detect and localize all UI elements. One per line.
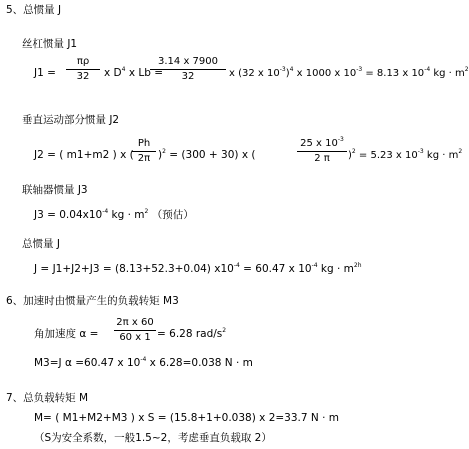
j2-fraction-1-denominator: 2π [137, 153, 151, 164]
fraction-bar [114, 330, 156, 331]
j2-title: 垂直运动部分惯量 J2 [22, 114, 120, 126]
j1-fraction-2-numerator: 3.14 x 7900 [158, 56, 218, 67]
j2-rest-sup-3: 2 [458, 148, 463, 155]
j1-mid2-text: x Lb = [128, 67, 164, 79]
accel-fraction-numerator: 2π x 60 [116, 317, 154, 328]
section-6-heading: 6、加速时由惯量产生的负载转矩 M3 [6, 295, 179, 307]
section-7-heading: 7、总负载转矩 M [6, 392, 89, 404]
j1-rest-2: ) [285, 68, 290, 79]
j2-f2-num-text: 25 x 10 [300, 138, 338, 149]
accel-rest: = 6.28 rad/s [157, 328, 223, 340]
total-sup-3: 2h [353, 262, 362, 269]
j1-rest-3: x 1000 x 10 [293, 68, 357, 79]
accel-sup: 2 [222, 327, 227, 334]
j1-rest-1: x (32 x 10 [229, 68, 280, 79]
j2-mid-sup: 2 [162, 148, 166, 155]
j3-formula-1: J3 = 0.04x10 [34, 209, 103, 221]
j2-fraction-2 [297, 138, 347, 165]
j2-lhs: J2 = ( m1+m2 ) x ( [34, 149, 134, 161]
fraction-bar [150, 69, 226, 70]
j3-formula [34, 209, 194, 222]
j1-fraction-1-numerator: πρ [76, 56, 90, 67]
m3-sup: -4 [140, 356, 147, 363]
j3-title: 联轴器惯量 J3 [22, 184, 88, 196]
total-sup-2: -4 [311, 262, 318, 269]
j1-rest-sup-4: -4 [424, 66, 431, 73]
j3-sup-2: 2 [144, 208, 149, 215]
j2-middle [158, 149, 255, 162]
j1-title: 丝杠惯量 J1 [22, 38, 78, 50]
j2-mid2-text: = (300 + 30) x ( [165, 149, 256, 161]
j2-rest-2: = 5.23 x 10 [355, 150, 418, 161]
j2-rest-sup-2: -3 [417, 148, 424, 155]
section-5-heading: 5、总惯量 J [6, 4, 62, 16]
j2-f2-num-sup: -3 [337, 136, 344, 143]
j1-rest-4: = 8.13 x 10 [362, 68, 425, 79]
j3-formula-2: kg · m [108, 209, 145, 221]
total-formula-2: = 60.47 x 10 [239, 263, 312, 275]
j2-rest-3: kg · m [423, 150, 459, 161]
j1-fraction-2 [150, 56, 226, 83]
j1-mid-text: x D [104, 67, 122, 79]
j1-rest-sup-5: 2 [464, 66, 469, 73]
total-j-formula [34, 263, 362, 276]
total-sup-1: -4 [233, 262, 240, 269]
j2-rest-1: ) [348, 150, 352, 161]
j2-mid-text: ) [158, 149, 163, 161]
accel-fraction [114, 317, 156, 344]
j1-rest-sup-3: -3 [356, 66, 363, 73]
j3-note: （预估） [148, 209, 194, 221]
j1-lhs: J1 = [34, 67, 56, 79]
j2-fraction-2-denominator: 2 π [314, 153, 330, 164]
accel-label: 角加速度 α = [34, 328, 99, 340]
j2-fraction-2-numerator [297, 138, 347, 150]
total-formula-1: J = J1+J2+J3 = (8.13+52.3+0.04) x10 [34, 263, 234, 275]
j2-rest-sup-1: 2 [351, 148, 356, 155]
j1-rest-5: kg · m [430, 68, 465, 79]
j1-rest-sup-2: 4 [289, 66, 294, 73]
fraction-bar [132, 151, 156, 152]
accel-fraction-denominator: 60 x 1 [119, 332, 151, 343]
safety-factor-note: （S为安全系数，一般1.5~2，考虑垂直负载取 2） [34, 432, 272, 444]
j1-rest-sup-1: -3 [279, 66, 286, 73]
m3-formula [34, 357, 253, 370]
fraction-bar [297, 151, 347, 152]
j1-rest [229, 67, 469, 80]
j1-fraction-2-denominator: 32 [181, 71, 195, 82]
fraction-bar [66, 69, 100, 70]
j1-fraction-1-denominator: 32 [76, 71, 90, 82]
j2-fraction-1-numerator: Ph [137, 138, 151, 149]
m-total-formula: M= ( M1+M2+M3 ) x S = (15.8+1+0.038) x 2=33.7 N · m [34, 412, 339, 424]
total-formula-3: kg · m [317, 263, 354, 275]
total-j-title: 总惯量 J [22, 238, 60, 250]
m3-formula-1: M3=J α =60.47 x 10 [34, 357, 141, 369]
j1-mid-sup: 4 [121, 66, 126, 73]
j2-rest [348, 149, 462, 162]
accel-result [157, 328, 226, 341]
m3-formula-2: x 6.28=0.038 N · m [146, 357, 253, 369]
j1-fraction-1 [66, 56, 100, 83]
j2-fraction-1 [132, 138, 156, 165]
j3-sup-1: -4 [102, 208, 109, 215]
